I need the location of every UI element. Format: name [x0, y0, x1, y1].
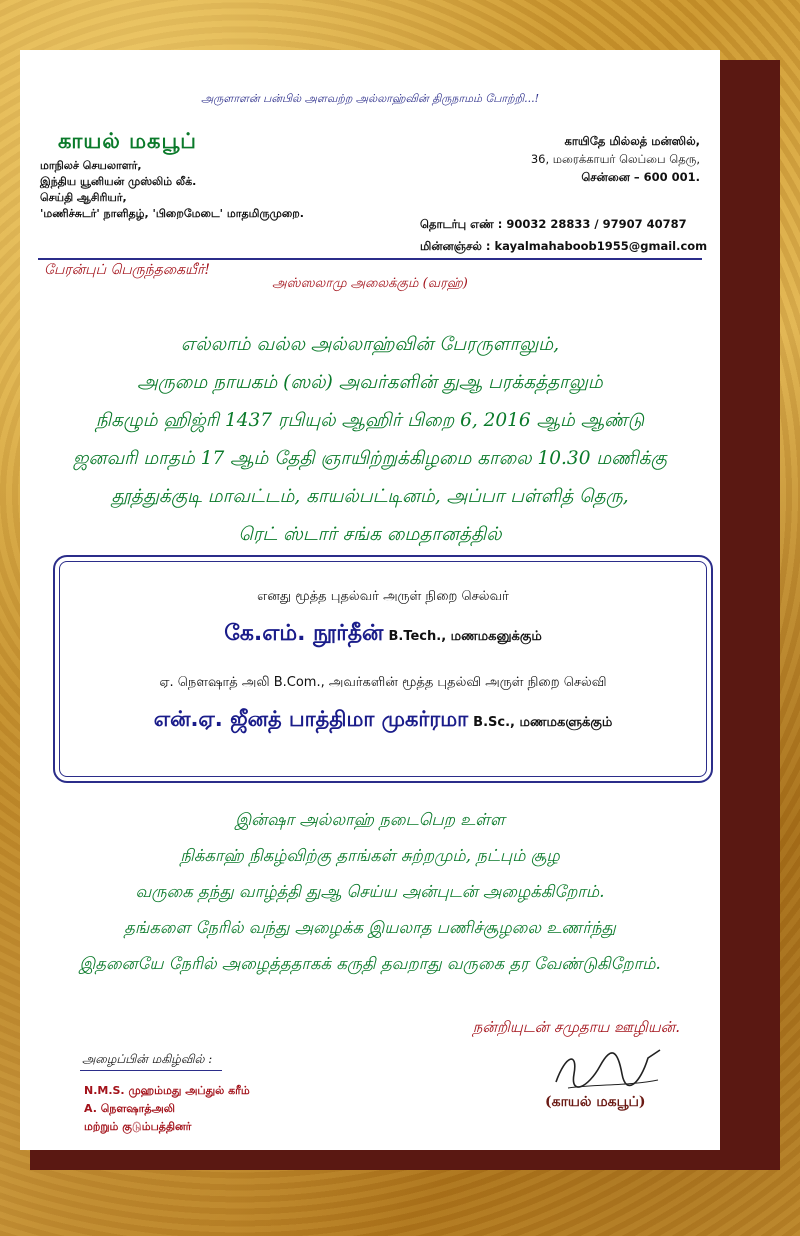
- sender-title-line: 'மணிச்சுடர்' நாளிதழ், 'பிறைமேடை' மாதமிருமுறை.: [40, 207, 304, 220]
- intro-line: நிகழும் ஹிஜ்ரி 1437 ரபியுல் ஆஹிர் பிறை 6, 2016 ஆம் ஆண்டு: [95, 410, 645, 431]
- bride-intro: ஏ. நௌஷாத் அலி B.Com., அவர்களின் மூத்த புதல்வி அருள் நிறை செல்வி: [159, 675, 607, 690]
- signature-mark: [548, 1044, 668, 1094]
- bride-name: என்.ஏ. ஜீனத் பாத்திமா முகர்ரமா: [153, 707, 469, 731]
- groom-name: கே.எம். நூர்தீன்: [224, 621, 384, 646]
- invite-heading: அழைப்பின் மகிழ்வில் :: [82, 1052, 213, 1066]
- intro-line: எல்லாம் வல்ல அல்லாஹ்வின் பேரருளாலும்,: [180, 334, 560, 355]
- invitee-item: மற்றும் குடும்பத்தினர்: [84, 1120, 192, 1133]
- closing-line: இதனையே நேரில் அழைத்ததாகக் கருதி தவறாது வருகை தர வேண்டுகிறோம்.: [79, 954, 661, 973]
- address-building: காயிதே மில்லத் மன்ஸில்,: [564, 134, 700, 148]
- header-divider: [38, 258, 702, 260]
- top-blessing: அருளாளன் பன்பில் அளவற்ற அல்லாஹ்வின் திருநாமம் போற்றி...!: [200, 92, 540, 105]
- sender-title-line: செய்தி ஆசிரியர்,: [40, 191, 127, 204]
- thanks-line: நன்றியுடன் சமுதாய ஊழியன்.: [472, 1018, 680, 1036]
- sender-title-line: இந்திய யூனியன் முஸ்லிம் லீக்.: [40, 175, 197, 188]
- invitee-item: A. நௌஷாத்அலி: [84, 1102, 175, 1115]
- intro-line: ஜனவரி மாதம் 17 ஆம் தேதி ஞாயிற்றுக்கிழமை காலை 10.30 மணிக்கு: [73, 448, 667, 469]
- closing-line: வருகை தந்து வாழ்த்தி துஆ செய்ய அன்புடன் அழைக்கிறோம்.: [135, 882, 605, 901]
- groom-intro: எனது மூத்த புதல்வர் அருள் நிறை செல்வர்: [257, 589, 509, 604]
- closing-line: நிக்காஹ் நிகழ்விற்கு தாங்கள் சுற்றமும், நட்பும் சூழ: [180, 846, 560, 865]
- intro-line: தூத்துக்குடி மாவட்டம், காயல்பட்டினம், அப்பா பள்ளித் தெரு,: [111, 486, 629, 507]
- sender-titles: [40, 158, 304, 222]
- email-address: kayalmahaboob1955@gmail.com: [494, 239, 708, 253]
- address-street: 36, மரைக்காயர் லெப்பை தெரு,: [530, 152, 700, 166]
- invitee-item: N.M.S. முஹம்மது அப்துல் கரீம்: [84, 1084, 250, 1097]
- sender-name: காயல் மகபூப்: [58, 128, 197, 153]
- salam-line: அஸ்ஸலாமு அலைக்கும் (வரஹ்): [272, 276, 468, 291]
- closing-line: இன்ஷா அல்லாஹ் நடைபெற உள்ள: [235, 810, 505, 829]
- signature-name: (காயல் மகபூப்): [545, 1094, 646, 1110]
- couple-box: [53, 555, 713, 783]
- closing-line: தங்களை நேரில் வந்து அழைக்க இயலாத பணிச்சூழலை உணர்ந்து: [124, 918, 616, 937]
- contact-block: [420, 213, 707, 257]
- address-city: சென்னை – 600 001.: [581, 170, 700, 184]
- intro-line: அருமை நாயகம் (ஸல்) அவர்களின் துஆ பரக்கத்தாலும்: [137, 372, 603, 393]
- invite-underline: [80, 1070, 222, 1071]
- address-block: [370, 132, 700, 186]
- phone-label: தொடர்பு எண் :: [420, 217, 503, 231]
- sender-title-line: மாநிலச் செயலாளர்,: [40, 159, 142, 172]
- groom-degree: B.Tech., மணமகனுக்கும்: [388, 629, 542, 644]
- intro-line: ரெட் ஸ்டார் சங்க மைதானத்தில்: [238, 524, 502, 545]
- bride-degree: B.Sc., மணமகளுக்கும்: [473, 715, 613, 730]
- email-label: மின்னஞ்சல் :: [420, 239, 491, 253]
- salutation: பேரன்புப் பெருந்தகையீர்!: [44, 262, 210, 278]
- phone-number: 90032 28833 / 97907 40787: [506, 217, 687, 231]
- invitee-list: [84, 1082, 250, 1136]
- groom-line: [55, 621, 711, 649]
- bride-line: [55, 707, 711, 734]
